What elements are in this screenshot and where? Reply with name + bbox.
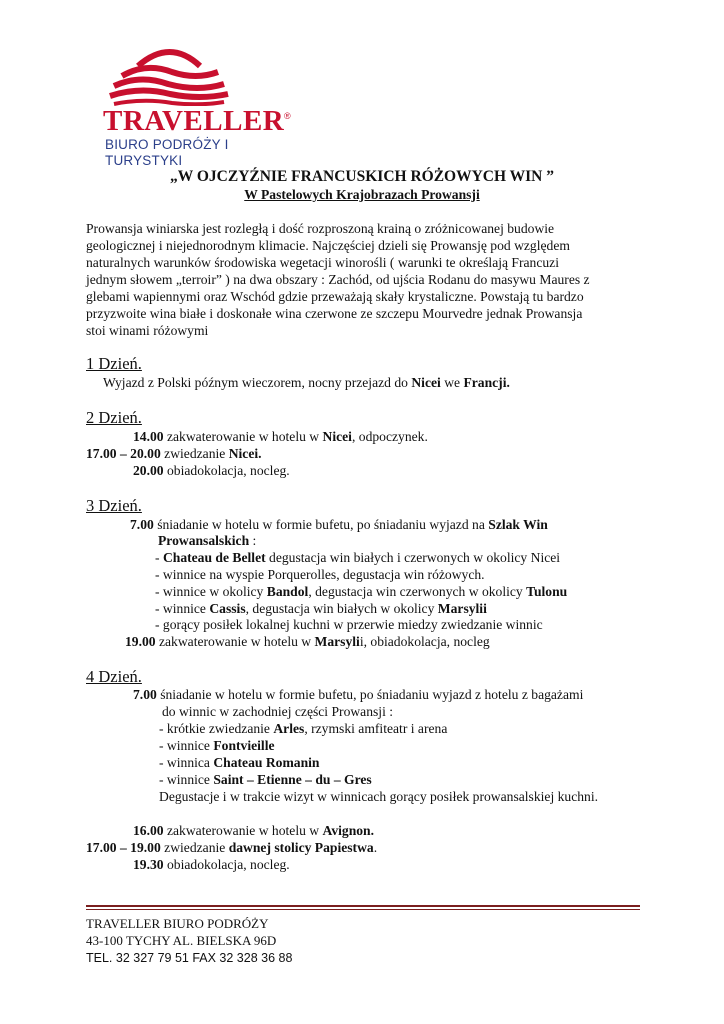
logo-registered-mark: ®: [284, 111, 291, 121]
intro-line: jednym słowem „terroir” ) na dwa obszary : Zachód, od ujścia Rodanu do masywu Maures z: [86, 272, 590, 287]
day3-line: - Chateau de Bellet degustacja win białych i czerwonych w okolicy Nicei: [155, 550, 561, 565]
footer-address: 43-100 TYCHY AL. BIELSKA 96D: [86, 933, 277, 948]
day3-line: - winnice na wyspie Porquerolles, degustacja win różowych.: [155, 567, 485, 582]
day3-heading: 3 Dzień.: [86, 496, 142, 515]
day4-heading: 4 Dzień.: [86, 667, 142, 686]
day4-line: - krótkie zwiedzanie Arles, rzymski amfiteatr i arena: [159, 721, 448, 736]
day2-line: 20.00 obiadokolacja, nocleg.: [133, 463, 290, 478]
intro-line: przyzwoite wina białe i doskonałe wina czerwone ze szczepu Mourvedre jednak Prowansja: [86, 306, 583, 321]
day4-line: do winnic w zachodniej części Prowansji :: [162, 704, 394, 719]
day3-line: Prowansalskich :: [158, 533, 257, 548]
logo-stripes-icon: [100, 42, 305, 106]
footer-divider-thin: [86, 909, 640, 910]
footer-divider: [86, 905, 640, 907]
document-title: „W OJCZYŹNIE FRANCUSKICH RÓŻOWYCH WIN ”: [170, 168, 554, 185]
day2-line: 14.00 zakwaterowanie w hotelu w Nicei, odpoczynek.: [133, 429, 428, 444]
intro-line: naturalnych warunków środowiska wegetacji winorośli ( warunki te określają Francuzi: [86, 255, 559, 270]
day4-line: 19.30 obiadokolacja, nocleg.: [133, 857, 290, 872]
day3-line: 7.00 śniadanie w hotelu w formie bufetu, po śniadaniu wyjazd na Szlak Win: [130, 517, 548, 532]
day4-line: Degustacje i w trakcie wizyt w winnicach gorący posiłek prowansalskiej kuchni.: [159, 789, 599, 804]
day4-line: - winnice Fontvieille: [159, 738, 275, 753]
document-subtitle: W Pastelowych Krajobrazach Prowansji: [244, 187, 480, 202]
intro-line: Prowansja winiarska jest rozległą i dość rozproszoną krainą o zróżnicowanej budowie: [86, 221, 555, 236]
day3-line: - winnice Cassis, degustacja win białych w okolicy Marsylii: [155, 601, 487, 616]
day2-heading: 2 Dzień.: [86, 408, 142, 427]
intro-paragraph: [86, 220, 646, 339]
day4-line: - winnica Chateau Romanin: [159, 755, 320, 770]
intro-line: glebami wapiennymi oraz Wschód gdzie przeważają skały krystaliczne. Powstają tu bardzo: [86, 289, 584, 304]
day4-line: 17.00 – 19.00 zwiedzanie dawnej stolicy Papiestwa.: [86, 840, 378, 855]
logo-subtitle: BIURO PODRÓŻY I TURYSTYKI: [105, 137, 229, 168]
day3-line: - winnice w okolicy Bandol, degustacja win czerwonych w okolicy Tulonu: [155, 584, 568, 599]
day4-line: - winnice Saint – Etienne – du – Gres: [159, 772, 372, 787]
day1-heading: 1 Dzień.: [86, 354, 142, 373]
day3-line: - gorący posiłek lokalnej kuchni w przerwie miedzy zwiedzanie winnic: [155, 617, 543, 632]
day1-line: Wyjazd z Polski późnym wieczorem, nocny przejazd do Nicei we Francji.: [103, 375, 510, 390]
traveller-logo: [100, 42, 305, 167]
day2-line: 17.00 – 20.00 zwiedzanie Nicei.: [86, 446, 262, 461]
day4-line: 7.00 śniadanie w hotelu w formie bufetu, po śniadaniu wyjazd z hotelu z bagażami: [133, 687, 584, 702]
day3-line: 19.00 zakwaterowanie w hotelu w Marsylii, obiadokolacja, nocleg: [125, 634, 490, 649]
day4-line: 16.00 zakwaterowanie w hotelu w Avignon.: [133, 823, 375, 838]
footer-company: TRAVELLER BIURO PODRÓŻY: [86, 916, 269, 931]
logo-name: TRAVELLER: [103, 105, 285, 137]
footer-phone: TEL. 32 327 79 51 FAX 32 328 36 88: [86, 951, 293, 965]
intro-line: stoi winami różowymi: [86, 323, 209, 338]
intro-line: geologicznej i niejednorodnym klimacie. Najczęściej dzieli się Prowansję pod względem: [86, 238, 570, 253]
